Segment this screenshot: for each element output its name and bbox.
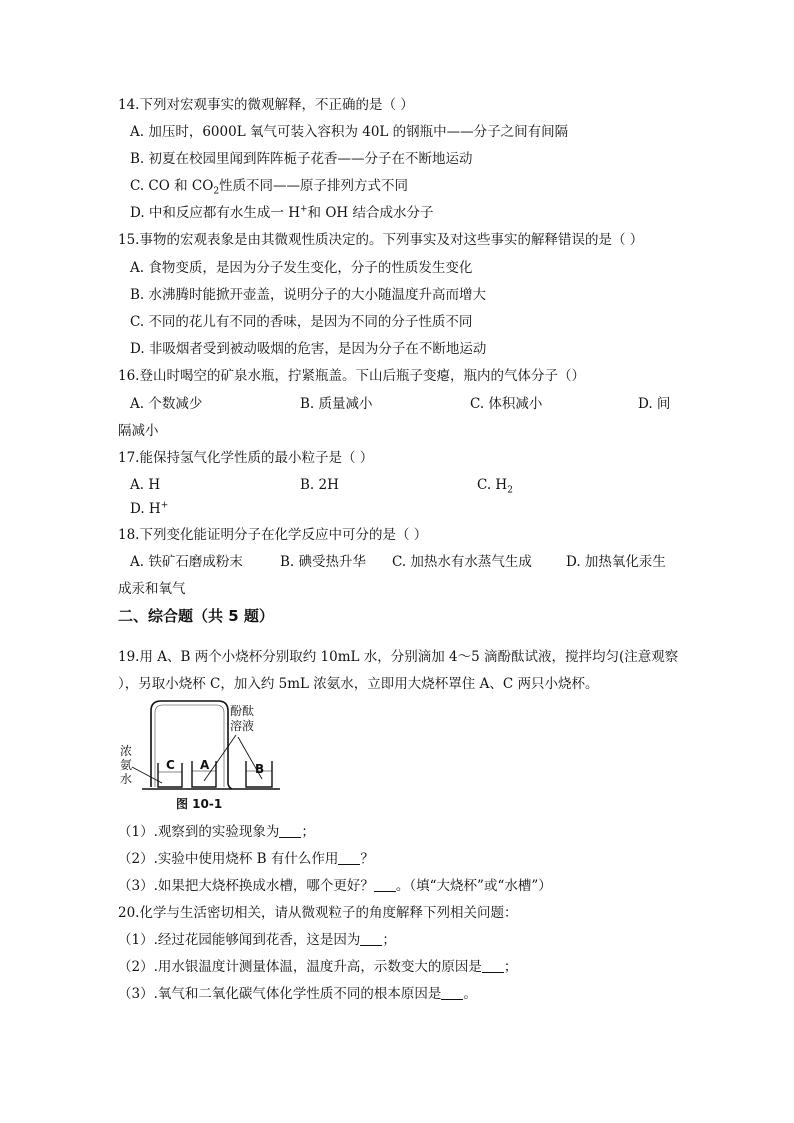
label-ammonia-3: 水 — [120, 772, 133, 786]
q19-stem-continued: ），另取小烧杯 C，加入约 5mL 浓氨水，立即用大烧杯罩住 A、C 两只小烧杯。 — [118, 676, 599, 692]
q18-option-b: B. 碘受热升华 — [280, 554, 367, 570]
q16-option-d-continued: 隔减小 — [118, 423, 159, 439]
q17-option-c: C. $H_2$ — [477, 477, 513, 496]
q15-option-c: C. 不同的花儿有不同的香味，是因为不同的分子性质不同 — [130, 314, 473, 330]
section-heading: 二、综合题（共 5 题） — [118, 607, 274, 625]
answer-blank[interactable] — [441, 985, 463, 1000]
q20-sub-2: （2）.用水银温度计测量体温，温度升高，示数变大的原因是 ； — [118, 959, 518, 975]
q15-option-b: B. 水沸腾时能掀开壶盖，说明分子的大小随温度升高而增大 — [130, 287, 487, 303]
q20-stem: 20.化学与生活密切相关，请从微观粒子的角度解释下列相关问题： — [118, 905, 518, 921]
label-ammonia-1: 浓 — [120, 744, 133, 758]
q14-option-b: B. 初夏在校园里闻到阵阵栀子花香——分子在不断地运动 — [130, 151, 473, 167]
q19-sub-2: （2）.实验中使用烧杯 B 有什么作用 ？ — [118, 851, 374, 867]
q17-stem: 17.能保持氢气化学性质的最小粒子是（ ） — [118, 450, 374, 466]
q19-sub-3: （3）.如果把大烧杯换成水槽，哪个更好？ 。（填“大烧杯”或“水槽”） — [118, 878, 552, 894]
label-phenolphthalein-1: 酚酞 — [230, 704, 255, 718]
q17-option-b: B. 2H — [300, 477, 339, 493]
q18-option-c: C. 加热水有水蒸气生成 — [392, 554, 532, 570]
q15-option-a: A. 食物变质，是因为分子发生变化，分子的性质发生变化 — [130, 260, 473, 276]
answer-blank[interactable] — [482, 958, 504, 973]
label-beaker-a: A — [200, 758, 210, 772]
answer-blank[interactable] — [360, 931, 382, 946]
q18-option-a: A. 铁矿石磨成粉末 — [130, 554, 243, 570]
q15-option-d: D. 非吸烟者受到被动吸烟的危害，是因为分子在不断地运动 — [130, 341, 487, 357]
label-beaker-b: B — [255, 762, 265, 776]
q16-stem: 16.登山时喝空的矿泉水瓶，拧紧瓶盖。下山后瓶子变瘪，瓶内的气体分子（） — [118, 368, 585, 384]
q20-sub-1: （1）.经过花园能够闻到花香，这是因为 ； — [118, 932, 396, 948]
q18-stem: 18.下列变化能证明分子在化学反应中可分的是（ ） — [118, 527, 428, 543]
label-ammonia-2: 氨 — [120, 758, 133, 772]
q17-option-a: A. H — [130, 477, 161, 493]
q14-option-d: D. 中和反应都有水生成一 H+和 OH 结合成水分子 — [130, 204, 434, 221]
q14-stem: 14.下列对宏观事实的微观解释，不正确的是（ ） — [118, 97, 414, 113]
figure-caption: 图 10-1 — [176, 797, 223, 811]
q16-option-d: D. 间 — [638, 396, 671, 412]
q14-option-a: A. 加压时，6000L 氧气可装入容积为 40L 的钢瓶中——分子之间有间隔 — [130, 124, 569, 140]
q16-option-c: C. 体积减小 — [470, 396, 543, 412]
experiment-figure — [118, 697, 290, 815]
q19-sub-1: （1）.观察到的实验现象为 ； — [118, 824, 315, 840]
answer-blank[interactable] — [374, 877, 396, 892]
label-beaker-c: C — [166, 758, 175, 772]
q16-option-a: A. 个数减少 — [130, 396, 203, 412]
q14-option-c: C. CO 和 $CO_2$性质不同——原子排列方式不同 — [130, 178, 409, 197]
q20-sub-3: （3）.氧气和二氧化碳气体化学性质不同的根本原因是 。 — [118, 986, 477, 1002]
answer-blank[interactable] — [338, 850, 360, 865]
answer-blank[interactable] — [279, 823, 301, 838]
q15-stem: 15.事物的宏观表象是由其微观性质决定的。下列事实及对这些事实的解释错误的是（ ） — [118, 232, 644, 248]
q18-option-d: D. 加热氧化汞生 — [566, 554, 666, 570]
label-phenolphthalein-2: 溶液 — [230, 719, 255, 733]
q16-option-b: B. 质量减小 — [300, 396, 373, 412]
q18-option-d-continued: 成汞和氧气 — [118, 581, 186, 597]
q17-option-d: D. H+ — [130, 500, 169, 517]
q19-stem: 19.用 A、B 两个小烧杯分别取约 10mL 水，分别滴加 4～5 滴酚酞试液，搅拌均匀(注意观察 — [118, 649, 679, 665]
